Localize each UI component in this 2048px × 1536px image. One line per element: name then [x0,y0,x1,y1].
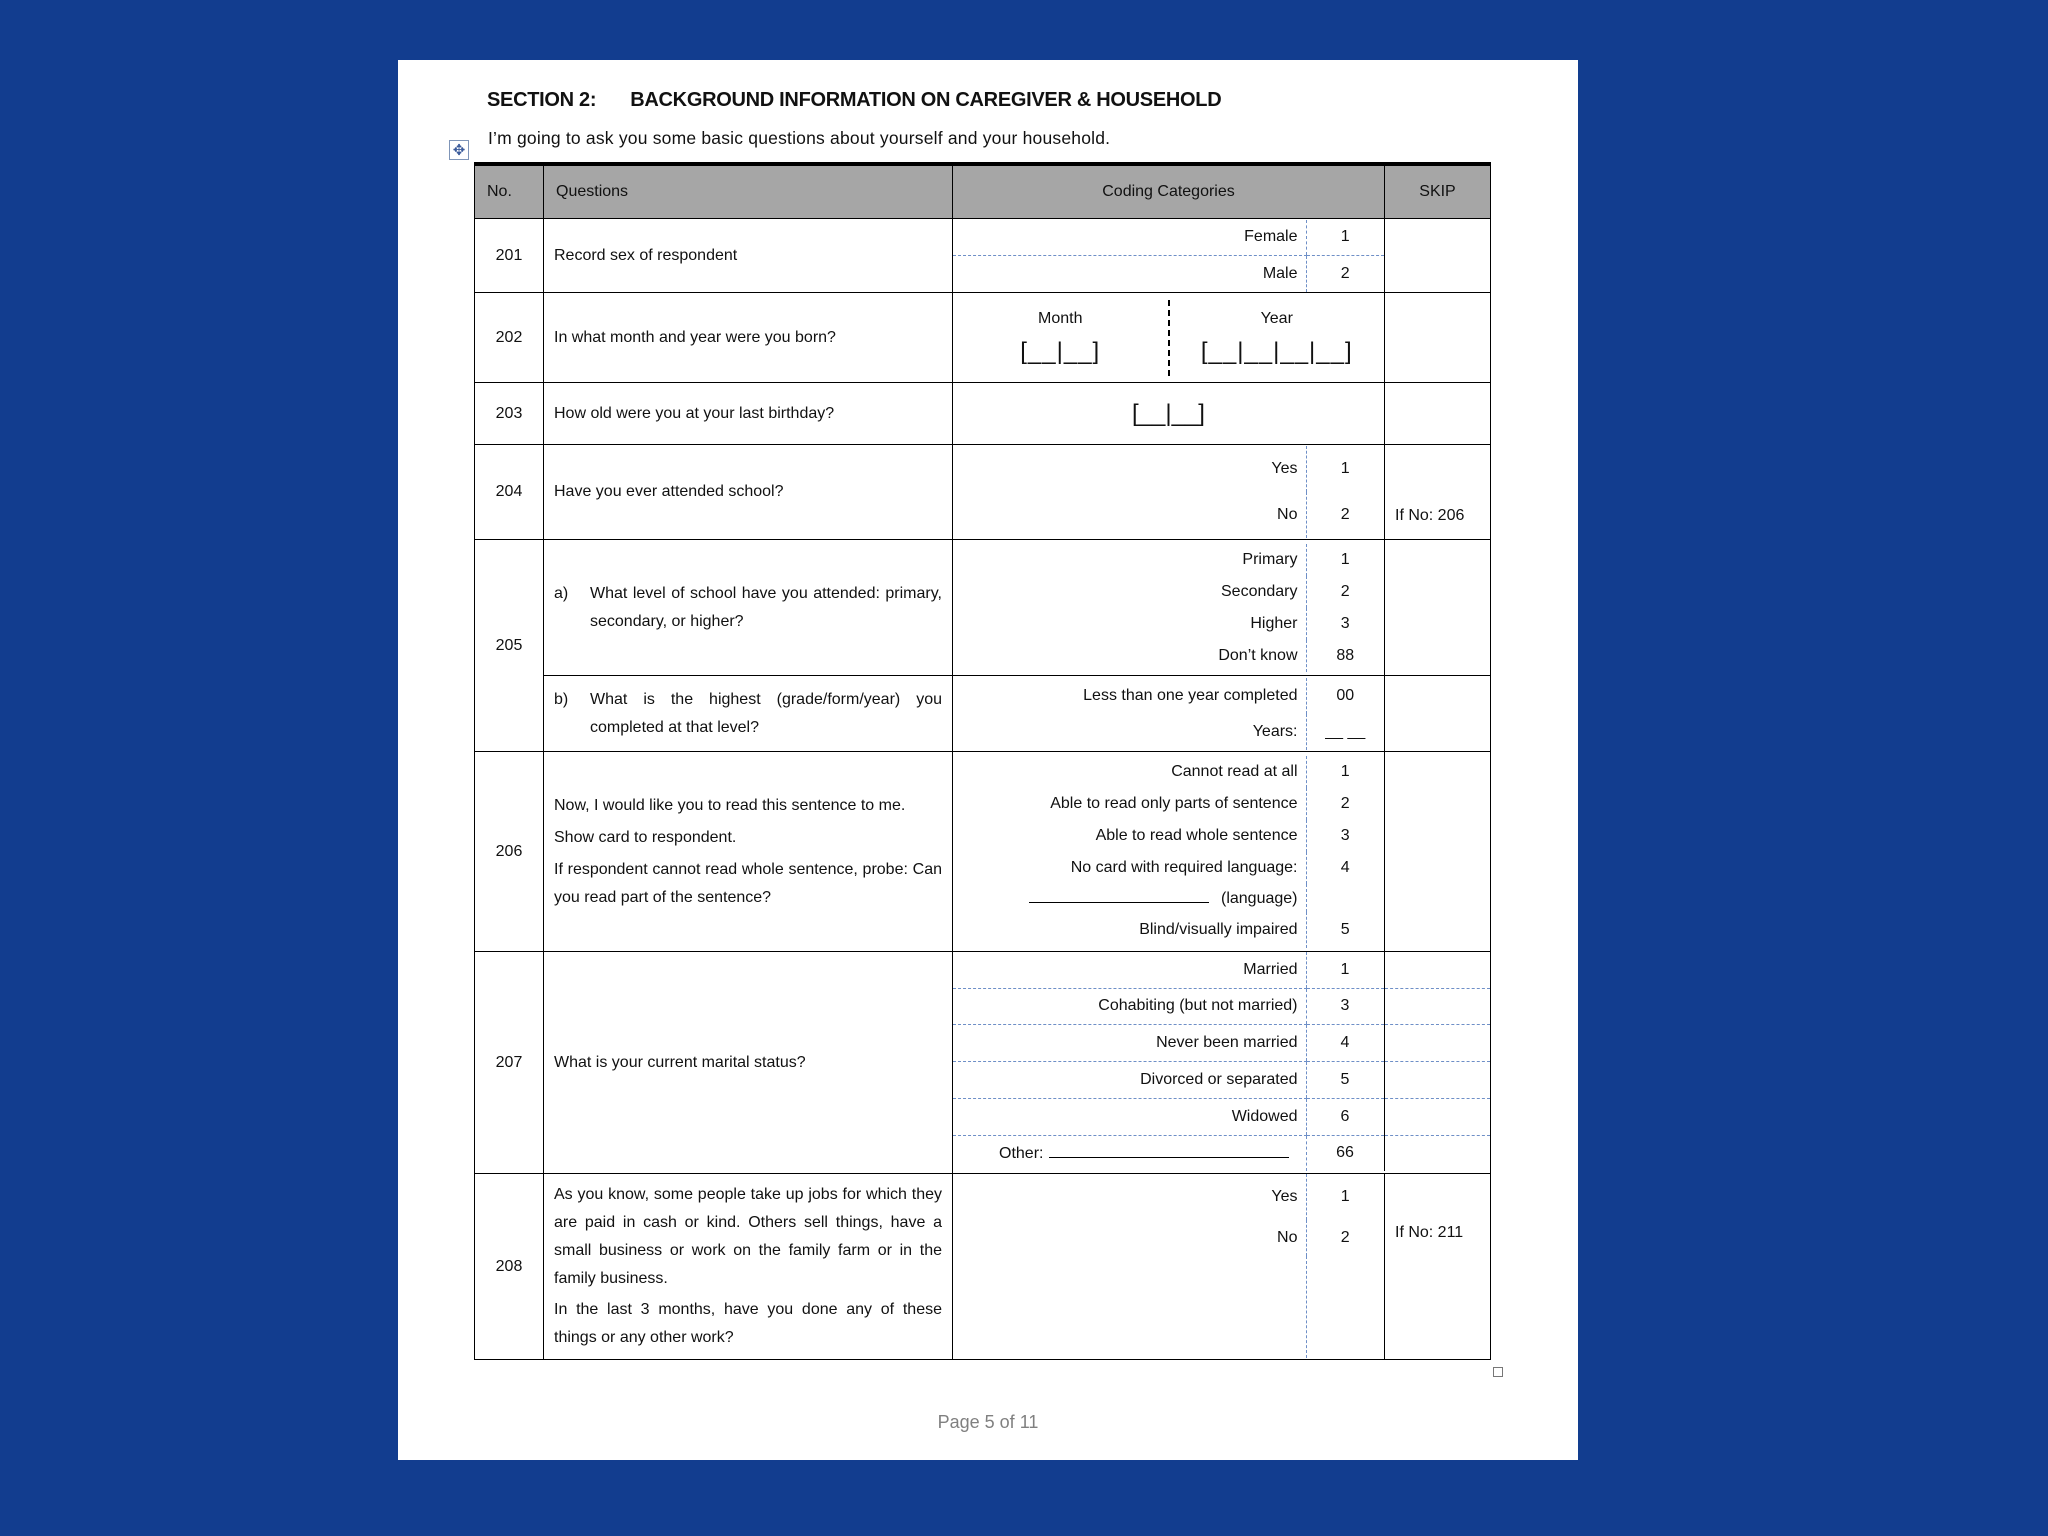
table-move-handle-icon[interactable]: ✥ [449,140,469,160]
question-number: 208 [475,1174,544,1360]
question-text [544,540,953,676]
option-row [953,912,1384,948]
skip-cell [1385,383,1491,445]
question-row-201 [475,219,1491,293]
option-row [953,1174,1384,1220]
language-blank-field[interactable] [1029,888,1209,903]
filler-row [953,1256,1384,1358]
option-label: Higher [1250,614,1298,632]
skip-instruction: If No: 206 [1385,445,1491,540]
question-row-208 [475,1174,1491,1360]
question-text: Record sex of respondent [544,219,953,293]
option-label: No [1277,1229,1298,1246]
option-code: 3 [1306,988,1384,1024]
section-title [487,89,1221,112]
intro-text: I’m going to ask you some basic questions about yourself and your household. [488,128,1111,148]
option-code: 1 [1306,952,1384,988]
skip-cell [1385,752,1491,952]
option-row [953,608,1384,640]
option-code: 2 [1306,576,1384,608]
years-input[interactable]: __ __ [1306,714,1384,750]
option-row [953,988,1490,1024]
option-label: Yes [1271,460,1298,477]
month-field[interactable] [953,294,1168,382]
question-row-206 [475,752,1491,952]
option-code: 5 [1306,912,1384,948]
option-code: 4 [1306,1024,1384,1061]
coding-categories [953,952,1491,1174]
option-row [953,256,1384,292]
option-code: 1 [1306,544,1384,576]
option-row [953,544,1384,576]
month-slots: [__|__] [1020,337,1101,365]
question-number: 202 [475,293,544,383]
option-label: Male [1262,264,1298,282]
option-label: Able to read whole sentence [1095,826,1298,844]
option-code: 1 [1306,220,1384,256]
coding-categories [953,1174,1385,1360]
option-label: (language) [1221,889,1298,907]
table-header-row [475,164,1491,219]
option-code: 5 [1306,1061,1384,1098]
question-row-205a [475,540,1491,676]
option-label: Cohabiting (but not married) [953,988,1306,1024]
header-coding-categories: Coding Categories [953,164,1385,219]
option-row [953,714,1384,750]
option-code: 88 [1306,640,1384,672]
option-row [953,1220,1384,1256]
option-row [953,1061,1490,1098]
option-code: 2 [1306,1220,1384,1256]
option-label: Widowed [953,1098,1306,1135]
option-label: No card with required language: [1070,858,1298,876]
option-label: Years: [1252,722,1298,740]
question-text [544,1174,953,1360]
header-no: No. [475,164,544,219]
question-text: How old were you at your last birthday? [544,383,953,445]
question-number: 205 [475,540,544,752]
question-number: 206 [475,752,544,952]
option-label: Yes [1271,1188,1298,1205]
instruction-text: Show card to respondent. [554,828,737,846]
question-number: 207 [475,952,544,1174]
question-row-203 [475,383,1491,445]
option-label: Able to read only parts of sentence [1050,794,1298,812]
option-label: No [1277,506,1298,523]
subquestion-marker: b) [554,690,569,708]
skip-instruction: If No: 211 [1385,1174,1491,1360]
question-row-207 [475,952,1491,1174]
question-text [544,752,953,952]
page-footer: Page 5 of 11 [937,1412,1039,1432]
probe-text: If respondent cannot read whole sentence, probe: Can you read part of the sentence? [554,860,942,906]
questionnaire-table [474,162,1491,1360]
question-number: 204 [475,445,544,540]
option-label: Secondary [1221,582,1298,600]
skip-cell [1385,540,1491,676]
option-code: 2 [1306,256,1384,292]
question-row-202 [475,293,1491,383]
option-code: 1 [1306,756,1384,788]
question-number: 201 [475,219,544,293]
year-field[interactable] [1168,300,1385,376]
option-row [953,576,1384,608]
question-paragraph: In the last 3 months, have you done any of these things or any other work? [554,1301,942,1346]
question-paragraph: Now, I would like you to read this sentence to me. [554,796,906,814]
option-row [953,788,1384,820]
option-row [953,678,1384,714]
coding-categories [953,676,1385,752]
option-label: Divorced or separated [953,1061,1306,1098]
birth-date-field [953,293,1385,383]
option-row [953,446,1384,492]
subquestion-marker: a) [554,584,569,602]
question-paragraph: As you know, some people take up jobs for which they are paid in cash or kind. Others sell things, have a small business or work on the family farm or in the family business. [554,1186,942,1287]
other-specify-field[interactable] [1049,1143,1289,1158]
option-row [953,884,1384,912]
option-label: Married [953,952,1306,988]
coding-categories [953,219,1385,293]
document-page [398,60,1578,1460]
option-row [953,1024,1490,1061]
section-heading: BACKGROUND INFORMATION ON CAREGIVER & HOUSEHOLD [630,89,1222,111]
option-label: Primary [1242,550,1298,568]
option-row [953,640,1384,672]
option-code: 6 [1306,1098,1384,1135]
option-code: 1 [1306,446,1384,492]
option-code: 1 [1306,1174,1384,1220]
age-field[interactable]: [__|__] [953,383,1385,445]
subquestion-text: What is the highest (grade/form/year) you completed at that level? [590,690,942,736]
option-row [953,1135,1490,1171]
coding-categories [953,752,1385,952]
option-row [953,852,1384,884]
skip-cell [1385,219,1491,293]
option-row [953,220,1384,256]
option-row [953,1098,1490,1135]
skip-cell [1385,293,1491,383]
option-code: 4 [1306,852,1384,884]
section-label: SECTION 2: [487,89,597,111]
question-text: In what month and year were you born? [544,293,953,383]
table-resize-handle[interactable] [1493,1367,1503,1377]
option-code: 00 [1306,678,1384,714]
option-label: Less than one year completed [1083,686,1298,704]
option-row [953,492,1384,538]
question-row-205b [475,676,1491,752]
option-row [953,756,1384,788]
option-code: 2 [1306,788,1384,820]
option-label: Female [953,220,1306,256]
header-questions: Questions [544,164,953,219]
option-label: Other: [999,1145,1044,1163]
question-text: What is your current marital status? [544,952,953,1174]
option-code [1306,884,1384,912]
option-code: 3 [1306,820,1384,852]
option-label: Cannot read at all [1171,762,1298,780]
option-code: 3 [1306,608,1384,640]
question-number: 203 [475,383,544,445]
month-label: Month [1038,309,1083,327]
option-row [953,952,1490,988]
header-skip: SKIP [1385,164,1491,219]
question-text [544,676,953,752]
option-code: 66 [1306,1135,1384,1171]
question-text: Have you ever attended school? [544,445,953,540]
skip-cell [1385,676,1491,752]
year-slots: [__|__|__|__] [1200,337,1353,365]
question-row-204 [475,445,1491,540]
option-label: Never been married [953,1024,1306,1061]
coding-categories [953,445,1385,540]
option-label: Don’t know [1218,646,1298,664]
option-code: 2 [1306,492,1384,538]
coding-categories [953,540,1385,676]
year-label: Year [1260,309,1293,327]
option-label: Blind/visually impaired [1139,920,1298,938]
option-row [953,820,1384,852]
subquestion-text: What level of school have you attended: primary, secondary, or higher? [590,584,942,630]
